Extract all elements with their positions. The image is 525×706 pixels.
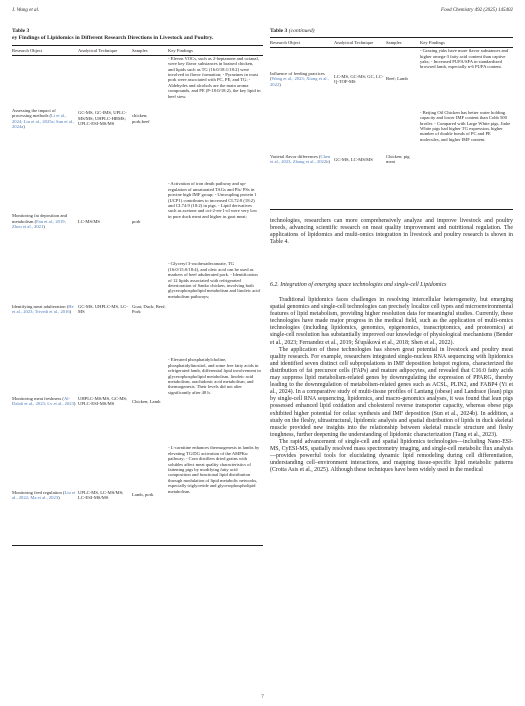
technique-cell: UPLC-MS, LC-MS/MS; LC-ESI-MS/MS [78, 489, 124, 501]
table-row [12, 181, 263, 261]
citation-link[interactable]: Fan et al., 2019; Zhou et al., 2021 [12, 218, 66, 229]
col-header-samples: Samples [386, 38, 420, 48]
research-object-cell: Identifying meat adulteration (He et al., 2023; Trivedi et al., 2016) [12, 303, 74, 315]
technique-cell: LC-MS, GC-MS; GC, LC-Q-TOF-MS [334, 73, 384, 84]
citation-link[interactable]: Wang et al., 2023; Xiong et al., 2022 [270, 76, 329, 87]
findings-cell: - Activation of iron death pathway and up-regulation of unsaturated TAGs and Pls/ PSs in porcine high IMF group; - Uncoupling protein 1 (UCP1) contributes to increased CL72:8 (18:2) and CL74:9 (18:2) in pigs. - Lipid derivatives such as acetone and oct-2-en-1-ol were very low in pure duck meat and higher in goat meat; [168, 181, 258, 219]
findings-table-continued [270, 37, 513, 210]
samples-cell: chicken; pork;beef [132, 113, 150, 124]
research-object-cell: Monitoring meat freshness (Al-Dalali et al., 2023; Lv et al., 2023) [12, 395, 76, 407]
citation-link[interactable]: Al-Dalali et al., 2023; Lv et al., 2023 [12, 395, 74, 407]
section-heading: 6.2. Integration of emerging space technologies and single-cell Lipidomics [270, 282, 447, 288]
technique-cell: GC-MS, LC-MS/MS [334, 156, 373, 162]
col-header-samples: Samples [132, 45, 168, 55]
findings-cell: - Glyceryl 3-oxohexadecanoate, TG (16:0/15:0/18:4), and oleic acid can be used as markers of beef adulterated pork. - Identification of 12 lipids associated with refrigerated deterioration of Sanko chicken, involving both glycerophospholipid metabolism and linoleic acid metabolism pathways; [168, 261, 260, 299]
research-object-cell: Varietal flavor differences (Chen et al., 2023; Zhang et al., 2022b) [270, 154, 331, 165]
findings-cell: - Eleven VOCs, such as 2-heptanone and octanal, were key flavor substances in braised chicken, and lipids such as TG (16:0/18:1/18:2) were involved in flavor formation; - Pyrazines in roast pork were associated with PC, PE, and TG; -Aldehydes and alcohols are the main aroma compounds, and PE (P-18:0/18:2), the key lipid in beef stew. [168, 55, 261, 99]
body-paragraph: The application of these technologies has shown great potential in livestock and poultry meat quality research. For example, researchers integrated single-nucleus RNA sequencing with lipidomics and identified seven distinct cell subpopulations in IMF deposition hotspot regions, characterized the distribution of fat precursor cells (FAPs) and mature adipocytes, and revealed that C16:0 fatty acids may suppress lipid metabolism-related genes by downregulating the expression of PPARG, thereby leading to the downregulation of metabolism-related genes such as ACSL, PLIN2, and FABP4 (Yi et al., 2024). In a comparative study of multi-tissue profiles of Lantang (obese) and Landrace (lean) pigs by single-cell RNA sequencing, lipidomics, and macro-genomics analyses, it was found that lean pigs possessed enhanced lipid oxidation and cholesterol reverse transporter capacity, whereas obese pigs exhibited higher potential for celiac synthesis and IMF deposition (Sun et al., 2024b). In addition, a study on the fleshy, ultrastructural, lipidomic analysis and spatial distribution of lipids in duck skeletal muscle provided new insights into the relationship between skeletal muscle structure and fleshy toughness, further deepening the understanding of lipidomic characterization (Tang et al., 2023). [270, 346, 513, 438]
page-number: 7 [261, 695, 264, 700]
col-header-findings: Key Findings [420, 38, 513, 48]
table-row [270, 48, 513, 110]
running-header-journal: Food Chemistry 492 (2025) 145402 [441, 8, 513, 13]
section-body [270, 297, 513, 474]
research-object-cell: Influence of feeding practices (Wang et al., 2023; Xiong et al., 2022) [270, 70, 329, 87]
findings-cell: - Beijing Oil Chicken has better water holding capacity and lower IMF content than Cobb 500 broiler. - Compared with Large White pigs, Jinhe White pigs had higher TG expression, higher number of double bonds of PC and PE molecules, and higher IMF content. [420, 109, 511, 142]
col-header-technique: Analytical Technique [334, 38, 386, 48]
samples-cell: Chicken; Lamb [132, 398, 161, 404]
technique-cell: LC-MS/MS [78, 218, 100, 224]
samples-cell: Lamb, pork [132, 492, 154, 498]
body-paragraph: Traditional lipidomics faces challenges in resolving intercellular heterogeneity, but emerging spatial genomics and single-cell technologies can precisely localize cell types and microenvironmental features of lipid metabolism, providing higher resolution data for meaningful studies. Currently, these technologies have made major progress in the medical field, such as the application of multi-omics technologies (including lipidomics, genomics, epigenomics, transcriptomics, and proteomics) at single-cell resolution has substantially improved our knowledge of physiological mechanisms (Bender et al., 2023; Fernandez et al., 2019; Šťupáková et al., 2018; Shen et al., 2022). [270, 297, 513, 346]
intro-paragraph: technologies, researchers can more comprehensively analyze and improve livestock and poultry breeds, advancing scientific research on meat quality improvement and nutritional regulation. The applications of lipidomics and multi-omics integration in livestock and poultry research is shown in Table 4. [270, 218, 513, 246]
running-header-authors: J. Wang et al. [12, 8, 40, 13]
samples-cell: Beef; Lamb [386, 76, 408, 82]
table-3 [12, 28, 263, 546]
technique-cell: UHPLC-MS/MS, GC-MS; UPLC-ESI-MS/MS [78, 395, 128, 407]
table-header-row [12, 45, 263, 55]
findings-cell: - Grazing yaks have more flavor substances and higher omega-3 fatty acid content than captive yaks; - Increased PUFA/SFA in standardized browsed lamb, especially n-6 PUFA content. [420, 48, 509, 70]
research-object-cell: Monitoring feed regulation (Liu et al., 2022; Ma et al., 2023) [12, 489, 76, 501]
samples-cell: pork [132, 218, 141, 224]
table-label: Table 3 [12, 28, 30, 34]
research-object-cell: Monitoring fat deposition and metabolism (Fan et al., 2019; Zhou et al., 2021) [12, 213, 67, 229]
col-header-technique: Analytical Technique [78, 45, 132, 55]
col-header-object: Research Object [270, 38, 334, 48]
table-row [12, 55, 263, 181]
findings-cell: - L-carnitine enhances thermogenesis in lambs by elevating TG/DG activation of the AMPKα pathway; - Corn distillers dried grains with solubles affect meat quality characteristics of fattening pigs by modifying fatty acid composition and functional lipid distribution through modulation of lipid metabolic networks, especially triglyceride and glycerophospholipid metabolism. [168, 445, 260, 494]
col-header-object: Research Object [12, 45, 78, 55]
col-header-findings: Key Findings [168, 45, 263, 55]
citation-link[interactable]: He et al., 2023; Trivedi et al., 2016 [12, 303, 74, 315]
table-continued-label: Table 3 (continued) [270, 28, 315, 34]
table-row [12, 445, 263, 545]
table-3-continued [270, 28, 513, 210]
findings-table [12, 45, 263, 546]
table-row [12, 261, 263, 357]
citation-link[interactable]: Chen et al., 2023; Zhang et al., 2022b [270, 154, 331, 165]
technique-cell: GC-MS, GC-IMS, UPLC-MS/MS; UHPLC-HRMS; UPLC-ESI-MS/MS [78, 110, 127, 127]
technique-cell: GC-MS, UHPLC-MS, LC-MS [78, 303, 128, 315]
findings-cell: - Elevated phosphatidylcholine, phosphatidylinositol, and some free fatty acids in refrigerated lamb, differential lipid involvement in glycerophospholipid metabolism, linoleic acid metabolism, arachidonic acid metabolism, and thermogenesis. Their levels did not alter significantly after 48 h. [168, 357, 261, 395]
samples-cell: Chicken; pig meat [386, 154, 410, 165]
body-paragraph: The rapid advancement of single-cell and spatial lipidomics technologies—including Nano-ESI-MS, CyESI-MS, spatially resolved mass spectrometry imaging, and single-cell metabolic flux analysis—provides powerful tools for elucidating dynamic lipid remodeling during cell differentiation, understanding cell–environment interactions, and mapping tissue-specific lipid metabolic patterns (Crotta Asis et al., 2025). Although these techniques have been widely used in the medical [270, 438, 513, 474]
citation-link[interactable]: Liu et al., 2022; Ma et al., 2023 [12, 489, 76, 501]
citation-link[interactable]: Li et al., 2024; Liu et al., 2025a; Sun et al., 2024a [12, 113, 75, 129]
table-row [270, 110, 513, 210]
research-object-cell: Assessing the impact of processing methods (Li et al., 2024; Liu et al., 2025a; Sun et al., 2024a) [12, 107, 75, 129]
table-header-row [270, 38, 513, 48]
table-caption: ey Findings of Lipidomics in Different Research Directions in Livestock and Poultry. [12, 35, 214, 41]
table-row [12, 357, 263, 445]
samples-cell: Goat; Duck; Beef; Pork [132, 303, 166, 315]
